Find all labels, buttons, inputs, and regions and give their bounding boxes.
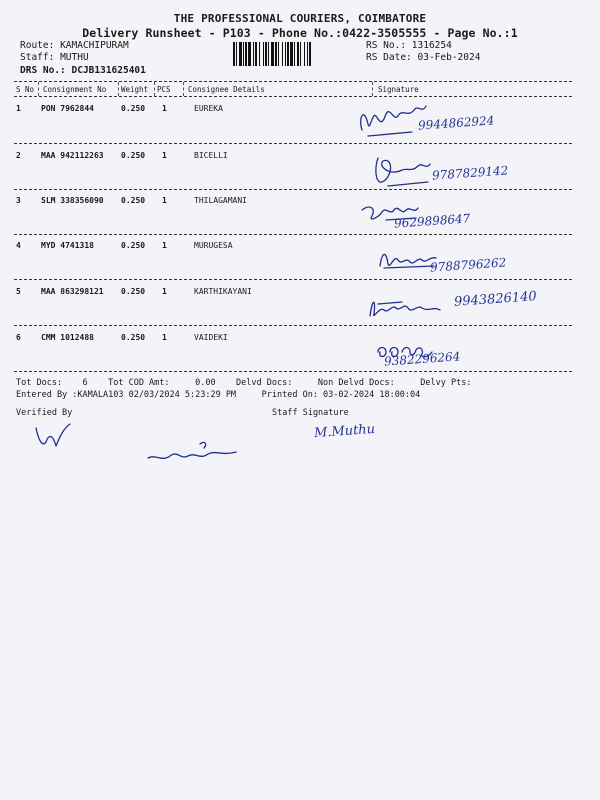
- row-pcs: 1: [162, 151, 167, 160]
- staff-value: MUTHU: [60, 52, 89, 63]
- rs-no-value: 1316254: [411, 40, 452, 51]
- row-sno: 6: [16, 333, 21, 342]
- col-header-consignee: Consignee Details: [188, 85, 265, 94]
- company-title: THE PROFESSIONAL COURIERS, COIMBATORE: [173, 12, 427, 25]
- row-weight: 0.250: [121, 196, 146, 205]
- table-bottom-rule: [14, 371, 572, 372]
- rs-no-label: RS No.:: [366, 40, 407, 51]
- row-consignment: CMM 1012488: [41, 333, 94, 342]
- row-rule: [14, 189, 572, 190]
- row-consignment: MAA 942112263: [41, 151, 104, 160]
- handwritten-phone: 9629898647: [393, 211, 471, 231]
- col-header-sno: S No: [16, 85, 35, 94]
- handwritten-phone: 9944862924: [417, 113, 495, 133]
- row-consignment: MYD 4741318: [41, 241, 94, 250]
- entered-printed-line: Entered By :KAMALA103 02/03/2024 5:23:29 PM Printed On: 03-02-2024 18:00:04: [16, 390, 421, 400]
- row-consignee: KARTHIKAYANI: [194, 287, 252, 296]
- row-consignment: MAA 863298121: [41, 287, 104, 296]
- handwritten-phone: 9787829142: [431, 163, 509, 183]
- handwritten-phone: 9943826140: [453, 289, 538, 310]
- handwritten-phone: 9382296264: [383, 349, 461, 369]
- row-consignee: MURUGESA: [194, 241, 233, 250]
- rs-date-value: 03-Feb-2024: [417, 52, 481, 63]
- drs-value: DCJB131625401: [71, 65, 146, 76]
- staff-signature-label: Staff Signature: [272, 408, 349, 418]
- row-pcs: 1: [162, 287, 167, 296]
- col-header-pcs: PCS: [157, 85, 171, 94]
- rs-date-label: RS Date:: [366, 52, 412, 63]
- row-pcs: 1: [162, 196, 167, 205]
- col-header-consignment: Consignment No: [43, 85, 107, 94]
- table-row: [0, 333, 600, 353]
- column-divider: [183, 82, 184, 96]
- row-weight: 0.250: [121, 287, 146, 296]
- staff-line: [20, 52, 89, 63]
- table-row: [0, 241, 600, 261]
- row-weight: 0.250: [121, 333, 146, 342]
- verifier-signature-mark: [140, 434, 250, 468]
- table-row: [0, 196, 600, 216]
- totals-line: Tot Docs: 6 Tot COD Amt: 0.00 Delvd Docs: Non Delvd Docs: Delvy Pts:: [16, 378, 472, 388]
- staff-signature-handwritten: M.Muthu: [313, 421, 376, 442]
- drs-label: DRS No.:: [20, 65, 66, 76]
- drs-line: [20, 65, 146, 76]
- signature-mark: [362, 290, 458, 324]
- col-header-signature: Signature: [378, 85, 419, 94]
- row-consignee: BICELLI: [194, 151, 228, 160]
- row-consignee: VAIDEKI: [194, 333, 228, 342]
- runsheet-subtitle: Delivery Runsheet - P103 - Phone No.:0422-3505555 - Page No.:1: [82, 26, 518, 40]
- table-top-rule: [14, 81, 572, 82]
- row-rule: [14, 325, 572, 326]
- col-header-weight: Weight: [121, 85, 149, 94]
- route-line: [20, 40, 129, 51]
- row-pcs: 1: [162, 333, 167, 342]
- row-sno: 5: [16, 287, 21, 296]
- row-weight: 0.250: [121, 104, 146, 113]
- verified-by-label: Verified By: [16, 408, 73, 418]
- row-weight: 0.250: [121, 241, 146, 250]
- row-consignment: PON 7962844: [41, 104, 94, 113]
- rs-no-line: [366, 40, 452, 51]
- route-label: Route:: [20, 40, 55, 51]
- column-divider: [154, 82, 155, 96]
- row-sno: 3: [16, 196, 21, 205]
- row-consignment: SLM 338356090: [41, 196, 104, 205]
- column-divider: [118, 82, 119, 96]
- row-sno: 1: [16, 104, 21, 113]
- column-divider: [372, 82, 373, 96]
- row-weight: 0.250: [121, 151, 146, 160]
- column-divider: [38, 82, 39, 96]
- row-rule: [14, 279, 572, 280]
- table-row: [0, 151, 600, 171]
- handwritten-phone: 9788796262: [429, 255, 507, 275]
- verifier-signature-mark: [30, 418, 80, 452]
- row-sno: 2: [16, 151, 21, 160]
- barcode-image: [232, 42, 356, 66]
- row-consignee: THILAGAMANI: [194, 196, 247, 205]
- row-rule: [14, 234, 572, 235]
- row-pcs: 1: [162, 241, 167, 250]
- row-consignee: EUREKA: [194, 104, 223, 113]
- route-value: KAMACHIPURAM: [60, 40, 129, 51]
- row-sno: 4: [16, 241, 21, 250]
- staff-label: Staff:: [20, 52, 55, 63]
- row-pcs: 1: [162, 104, 167, 113]
- rs-date-line: [366, 52, 480, 63]
